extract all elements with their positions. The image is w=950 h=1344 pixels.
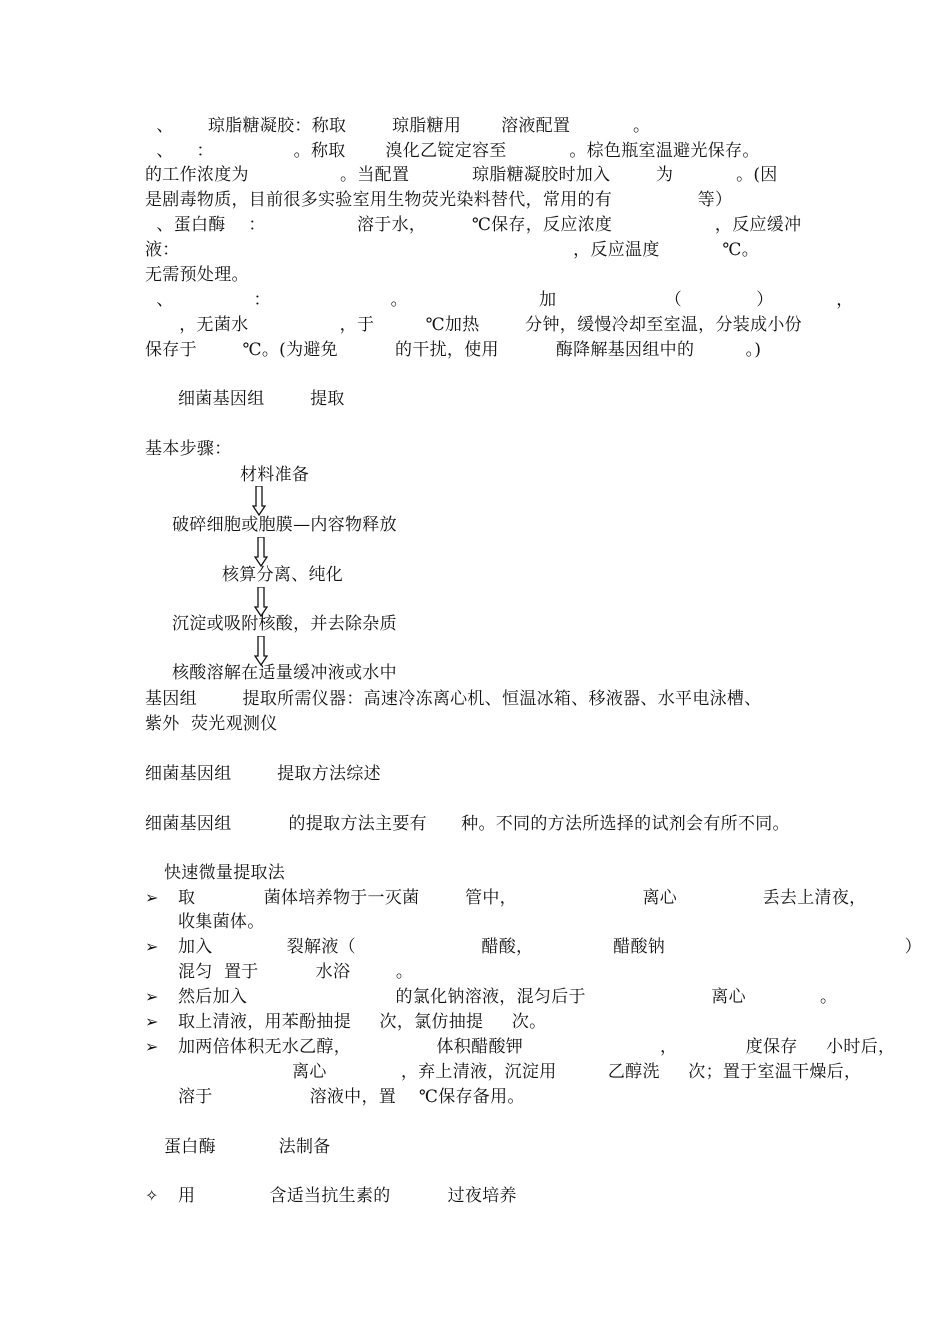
- instruments-line-2: 紫外 荧光观测仪: [145, 714, 278, 734]
- section-heading-methods: 细菌基因组 提取方法综述: [145, 764, 381, 784]
- arrow-bullet-icon: ➢: [145, 987, 159, 1006]
- rapid-step-1-line-2: 收集菌体。: [178, 912, 265, 932]
- arrow-bullet-icon: ➢: [145, 937, 159, 956]
- diamond-bullet-icon: ✧: [145, 1186, 159, 1205]
- rapid-step-1-line-1: 取 菌体培养物于一灭菌 管中， 离心 丢去上清夜，: [178, 888, 867, 908]
- reagent-line-1: 、 琼脂糖凝胶：称取 琼脂糖用 溶液配置 。: [145, 116, 651, 136]
- methods-intro: 细菌基因组 的提取方法主要有 种。不同的方法所选择的试剂会有所不同。: [145, 814, 790, 834]
- flow-step-2: 破碎细胞或胞膜—内容物释放: [172, 515, 397, 535]
- down-arrow-icon: [254, 537, 268, 567]
- rapid-step-3-line-1: 然后加入 的氯化钠溶液，混匀后于 离心 。: [178, 987, 838, 1007]
- rapid-step-5-line-2: 离心 ，弃上清液，沉淀用 乙醇洗 次；置于室温干燥后，: [178, 1062, 862, 1082]
- reagent-line-3: 的工作浓度为 。当配置 琼脂糖凝胶时加入 为 。(因: [145, 165, 778, 185]
- rapid-method-title: 快速微量提取法: [164, 863, 286, 883]
- reagent-line-10: 保存于 ℃。(为避免 的干扰，使用 酶降解基因组中的 。): [145, 340, 762, 360]
- rapid-step-5-line-1: 加两倍体积无水乙醇， 体积醋酸钾 ， 度保存 小时后，: [178, 1037, 896, 1057]
- instruments-line-1: 基因组 提取所需仪器：高速冷冻离心机、恒温冰箱、移液器、水平电泳槽、: [145, 689, 762, 709]
- rapid-step-4-line-1: 取上清液，用苯酚抽提 次，氯仿抽提 次。: [178, 1012, 547, 1032]
- rapid-step-2-line-1: 加入 裂解液（ 醋酸， 醋酸钠 ）: [178, 937, 922, 957]
- flow-step-5: 核酸溶解在适量缓冲液或水中: [172, 663, 397, 683]
- flow-step-1: 材料准备: [240, 465, 310, 485]
- reagent-line-9: ，无菌水 ，于 ℃加热 分钟，缓慢冷却至室温，分装成小份: [145, 315, 802, 335]
- protease-method-title: 蛋白酶 法制备: [164, 1137, 331, 1157]
- reagent-line-7: 无需预处理。: [145, 265, 249, 285]
- flow-step-3: 核算分离、纯化: [222, 565, 344, 585]
- arrow-bullet-icon: ➢: [145, 1037, 159, 1056]
- reagent-line-8: 、 ： 。 加 （ ） ，: [145, 290, 854, 310]
- arrow-bullet-icon: ➢: [145, 888, 159, 907]
- down-arrow-icon: [252, 486, 266, 516]
- rapid-step-5-line-3: 溶于 溶液中，置 ℃保存备用。: [178, 1087, 525, 1107]
- reagent-line-4: 是剧毒物质，目前很多实验室用生物荧光染料替代，常用的有 等）: [145, 190, 733, 210]
- arrow-bullet-icon: ➢: [145, 1012, 159, 1031]
- flow-step-4: 沉淀或吸附核酸，并去除杂质: [172, 614, 397, 634]
- basic-steps-label: 基本步骤：: [145, 439, 232, 459]
- section-heading-extraction: 细菌基因组 提取: [178, 389, 345, 409]
- reagent-line-2: 、 ： 。称取 溴化乙锭定容至 。棕色瓶室温避光保存。: [145, 141, 760, 161]
- protease-step-1: 用 含适当抗生素的 过夜培养: [178, 1186, 517, 1206]
- reagent-line-6: 液： ，反应温度 ℃。: [145, 240, 760, 260]
- reagent-line-5: 、蛋白酶 ： 溶于水， ℃保存，反应浓度 ，反应缓冲: [145, 215, 802, 235]
- rapid-step-2-line-2: 混匀 置于 水浴 。: [178, 962, 414, 982]
